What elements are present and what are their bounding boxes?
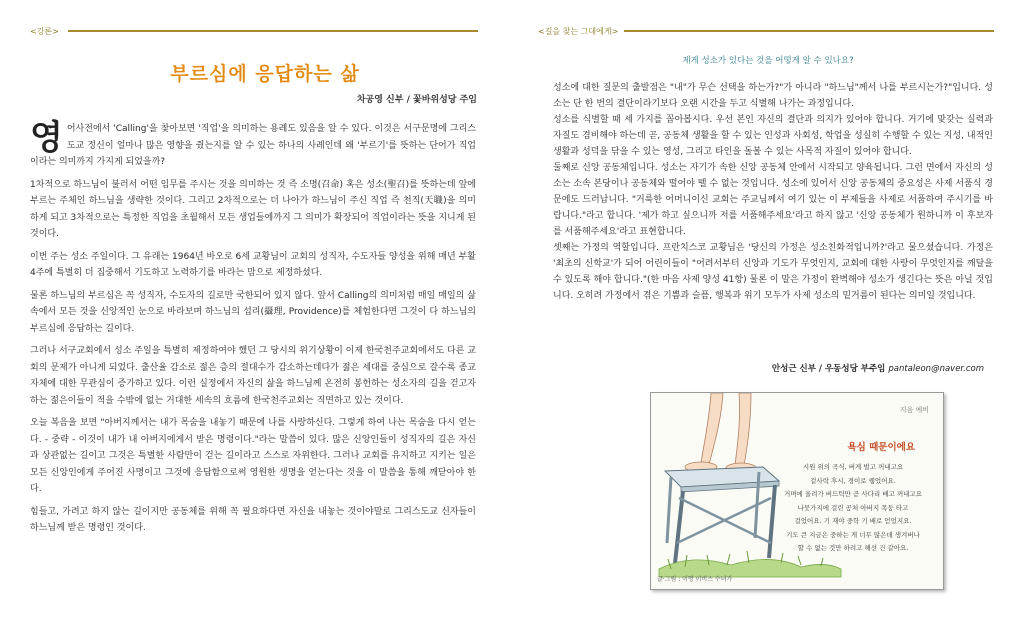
illustration-credit: 글·그림 : 이명 이비스 수녀가: [657, 576, 733, 583]
left-header-tag: <강론>: [30, 27, 59, 36]
article-byline: 차공영 신부 / 꽃바위성당 주임: [356, 95, 477, 105]
right-page: [512, 0, 1024, 621]
illustration-box: [650, 392, 944, 590]
poem-line: 할 수 없는 것만 하려고 해선 건 같아요.: [797, 544, 909, 552]
paragraph: 그러나 서구교회에서 성소 주일을 특별히 제정하여야 했던 그 당시의 위기상황이 이제 한국천주교회에서도 다른 교회의 문제가 아니게 되었다. 출산율 감소로 젊은 층의 절대수가 감소하는데다가 젊은 세대를 중심으로 갈수록 종교자체에 대한 무관심이 증가하고 있다. 이런 실정에서 자신의 삶을 하느님께 온전히 봉헌하는 성소자의 길을 걷고자 하는 젊은이들이 적을 수밖에 없는 거대한 세속의 흐름에 한국천주교회는 직면하고 있는 것이다.: [30, 346, 476, 406]
qa-question: 제게 성소가 있다는 것을 어떻게 알 수 있나요?: [682, 56, 854, 66]
dropcap: 영: [30, 118, 63, 158]
author-email: pantaleon@naver.com: [888, 364, 984, 374]
stool-leg: [667, 477, 671, 543]
paragraph: 이번 주는 성소 주일이다. 그 유래는 1964년 바오로 6세 교황님이 교회의 성직자, 수도자들 양성을 위해 매년 부활 4주에 특별히 더 집중해서 기도하고 노력하기를 바라는 맘으로 제정하셨다.: [30, 251, 476, 278]
poem-line: 나뭇가지에 걸린 공처 아버지 목둥 타고: [797, 503, 909, 512]
left-header-rule: [68, 30, 478, 32]
article-title: 부르심에 응답하는 삶: [170, 63, 360, 85]
paragraph: 셋째는 가정의 역할입니다. 프란치스코 교황님은 '당신의 가정은 성소친화적입니까?'라고 물으셨습니다. 가정은 '최초의 신학교'가 되어 어린이들이 "어려서부터 신앙과 기도가 무엇인지, 교회에 대한 사랑이 무엇인지를 깨달을 수 있도록 해야 합니다."(한 마음 사제 양성 41항) 물론 이 말은 가정이 완벽해야 성소가 생긴다는 뜻은 아닐 것입니다. 오히려 가정에서 겪은 기쁨과 슬픔, 행복과 위기 모두가 사제 성소의 밑거름이 된다는 의미일 것입니다.: [553, 243, 993, 301]
right-header-rule: [624, 30, 994, 32]
poem-line: 기도 큰 지금은 중하는 게 너무 많은데 생겨버나: [786, 530, 920, 539]
illustration-stamp: 지음 예비: [899, 406, 929, 414]
poem-title: 욕심 때문이에요: [847, 442, 915, 453]
qa-answer-body: [553, 80, 993, 304]
paragraph: 물론 하느님의 부르심은 꼭 성직자, 수도자의 길로만 국한되어 있지 않다. 앞서 Calling의 의미처럼 매일 매일의 삶 속에서 모든 것을 신앙적인 눈으로 바라보며 하느님의 섭리(攝理, Providence)를 체험한다면 그것이 다 하느님의 부르심에 응답하는 길이다.: [30, 290, 476, 334]
paragraph: 성소를 식별할 때 세 가지를 꼽아봅시다. 우선 본인 자신의 결단과 의지가 있어야 합니다. 거기에 맞갖는 실력과 자질도 겸비해야 하는데 곧, 공동체 생활을 할 수 있는 인성과 사회성, 학업을 성실히 수행할 수 있는 지성, 내적인 생활과 성덕을 닦을 수 있는 영성, 그리고 타인을 돌볼 수 있는 사목적 자질이 있어야 합니다.: [553, 115, 993, 157]
article-body: [30, 118, 476, 543]
poem-line: 시원 위의 곡식, 버게 벌고 꺼내고요: [802, 463, 904, 471]
right-leg-drawing: [735, 393, 751, 466]
paragraph: 영어사전에서 'Calling'을 찾아보면 '직업'을 의미하는 용례도 있음을 알 수 있다. 이것은 서구문명에 그리스도교 정신이 얼마나 많은 영향을 줬는지를 알 수 있는 하나의 사례인데 왜 '부르기'를 뜻하는 단어가 직업이라는 의미까지 가지게 되었을까?: [30, 118, 476, 167]
paragraph: 1차적으로 하느님이 불러서 어떤 임무를 주시는 것을 의미하는 것 즉 소명(召命) 혹은 성소(聖召)를 뜻하는데 앞에 부르는 주체인 하느님을 생략한 것이다. 그리고 2차적으로는 더 나아가 하느님이 주신 직업 즉 천직(天職)을 의미하게 되고 3차적으로는 특정한 직업을 초월해서 모든 생업들에까지 그 의미가 확장되어 직업이라는 뜻을 지니게 된 것이다.: [30, 179, 476, 239]
paragraph: 오늘 복음을 보면 "아버지께서는 내가 목숨을 내놓기 때문에 나를 사랑하신다. 그렇게 하여 나는 목숨을 다시 얻는다. - 중략 - 이것이 내가 내 아버지에게서 받은 명령이다."라는 말씀이 있다. 많은 신앙인들이 성직자의 길은 자신과 상관없는 길이고 그것은 특별한 사람만이 걷는 길이라고 스스로 자위한다. 그러나 교회를 유지하고 지키는 일은 모든 신앙인에게 주어진 사명이고 그것에 응답함으로써 영원한 생명을 얻는다는 것을 이 말씀을 통해 깨닫아야 한다.: [30, 418, 476, 494]
paragraph: 힘들고, 가려고 하지 않는 길이지만 공동체를 위해 꼭 필요하다면 자신을 내놓는 것이야말로 그리스도교 신자들이 하느님께 받은 명령인 것이다.: [30, 506, 476, 533]
left-leg-drawing: [701, 393, 723, 465]
answer-signature: 안성근 신부 / 우동성당 부주임 pantaleon@naver.com: [771, 364, 984, 374]
stool-leg: [675, 491, 683, 563]
paragraph: 성소에 대한 질문의 출발점은 "내"가 무슨 선택을 하는가?"가 아니라 "하느님"께서 나를 부르시는가?"입니다. 성소는 단 한 번의 결단이라기보다 오랜 시간을 두고 식별해 나가는 과정입니다.: [553, 83, 993, 109]
poem-text: [769, 461, 937, 556]
right-header-tag: <길을 찾는 그대에게>: [538, 27, 619, 36]
paragraph: 둘째로 신앙 공동체입니다. 성소는 자기가 속한 신앙 공동체 안에서 시작되고 양육됩니다. 그런 면에서 자신의 성소는 소속 본당이나 공동체와 떨어야 뗄 수 없는 것입니다. 성소에 있어서 신앙 공동체의 중요성은 사제 서품식 경문에도 드러납니다. "거룩한 어머니이신 교회는 주교님께서 여기 있는 이 부제들을 사제로 서품하여 주시기를 바랍니다."라고 합니다. '제가 하고 싶으니까 저를 서품해주세요'라고 하지 않고 '신앙 공동체가 원하니까 이 후보자를 서품해주세요'라고 표현합니다.: [553, 163, 993, 237]
poem-line: 걸었어요. 기 재야 중학 기 배로 얻었지요.: [794, 517, 912, 525]
poem-line: 겉사락 후시, 경이로 퀭었어요.: [810, 476, 896, 485]
poem-line: 거며에 올려가 버드틱만 곧 사다리 배고 꺼내고요: [784, 490, 922, 498]
